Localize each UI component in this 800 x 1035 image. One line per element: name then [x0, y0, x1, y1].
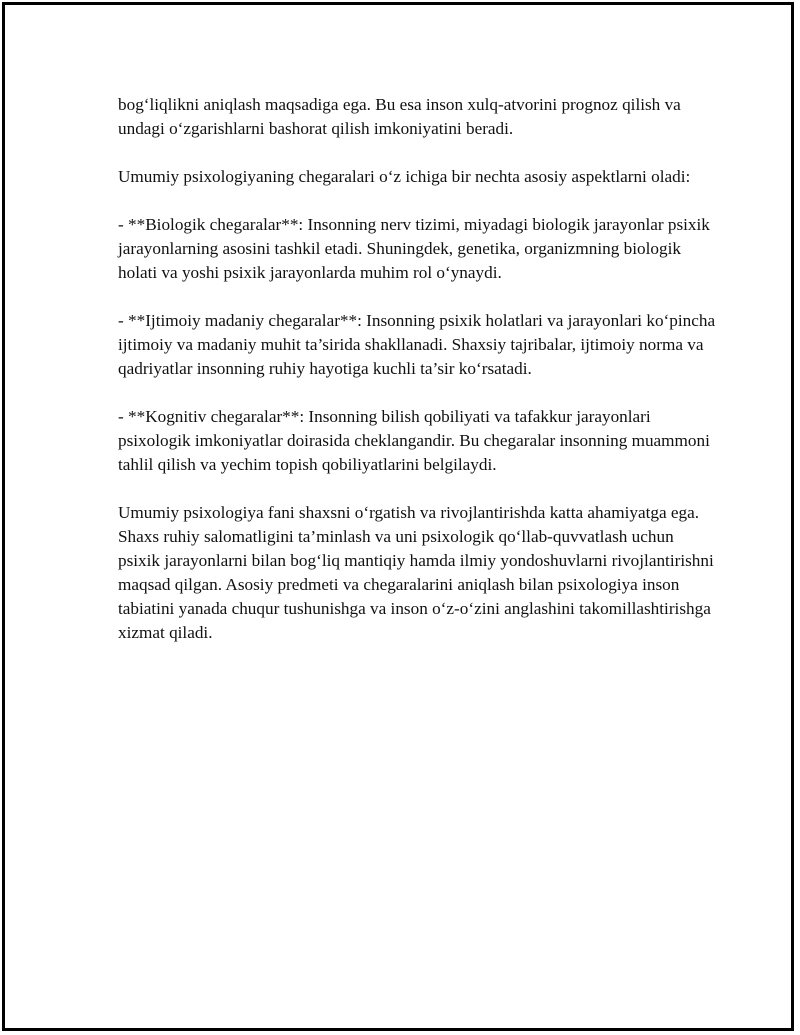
paragraph-intro-continuation: bog‘liqlikni aniqlash maqsadiga ega. Bu esa inson xulq-atvorini prognoz qilish va undagi o‘zgarishlarni bashorat qilish imkoniyatini beradi.: [118, 95, 681, 138]
paragraph-conclusion: Umumiy psixologiya fani shaxsni o‘rgatish va rivojlantirishda katta ahamiyatga ega. Shaxs ruhiy salomatligini ta’minlash va uni psixologik qo‘llab-quvvatlash uchun psixik jarayonlarni bilan bog‘liq mantiqiy hamda ilmiy yondoshuvlarni rivojlantirishni maqsad qilgan. Asosiy predmeti va chegaralarini aniqlash bilan psixologiya inson tabiatini yanada chuqur tushunishga va inson o‘z-o‘zini anglashini takomillashtirishga xizmat qiladi.: [118, 503, 714, 642]
paragraph-sociocultural-boundaries: - **Ijtimoiy madaniy chegaralar**: Insonning psixik holatlari va jarayonlari ko‘pincha ijtimoiy va madaniy muhit ta’sirida shakllanadi. Shaxsiy tajribalar, ijtimoiy norma va qadriyatlar insonning ruhiy hayotiga kuchli ta’sir ko‘rsatadi.: [118, 311, 716, 378]
paragraph-boundaries-intro: Umumiy psixologiyaning chegaralari o‘z ichiga bir nechta asosiy aspektlarni oladi:: [118, 167, 691, 186]
paragraph-cognitive-boundaries: - **Kognitiv chegaralar**: Insonning bilish qobiliyati va tafakkur jarayonlari psixologik imkoniyatlar doirasida cheklangandir. Bu chegaralar insonning muammoni tahlil qilish va yechim topish qobiliyatlarini belgilaydi.: [118, 407, 710, 474]
document-body: [118, 93, 718, 669]
paragraph-biological-boundaries: - **Biologik chegaralar**: Insonning nerv tizimi, miyadagi biologik jarayonlar psixik jarayonlarning asosini tashkil etadi. Shuningdek, genetika, organizmning biologik holati va yoshi psixik jarayonlarda muhim rol o‘ynaydi.: [118, 215, 710, 282]
